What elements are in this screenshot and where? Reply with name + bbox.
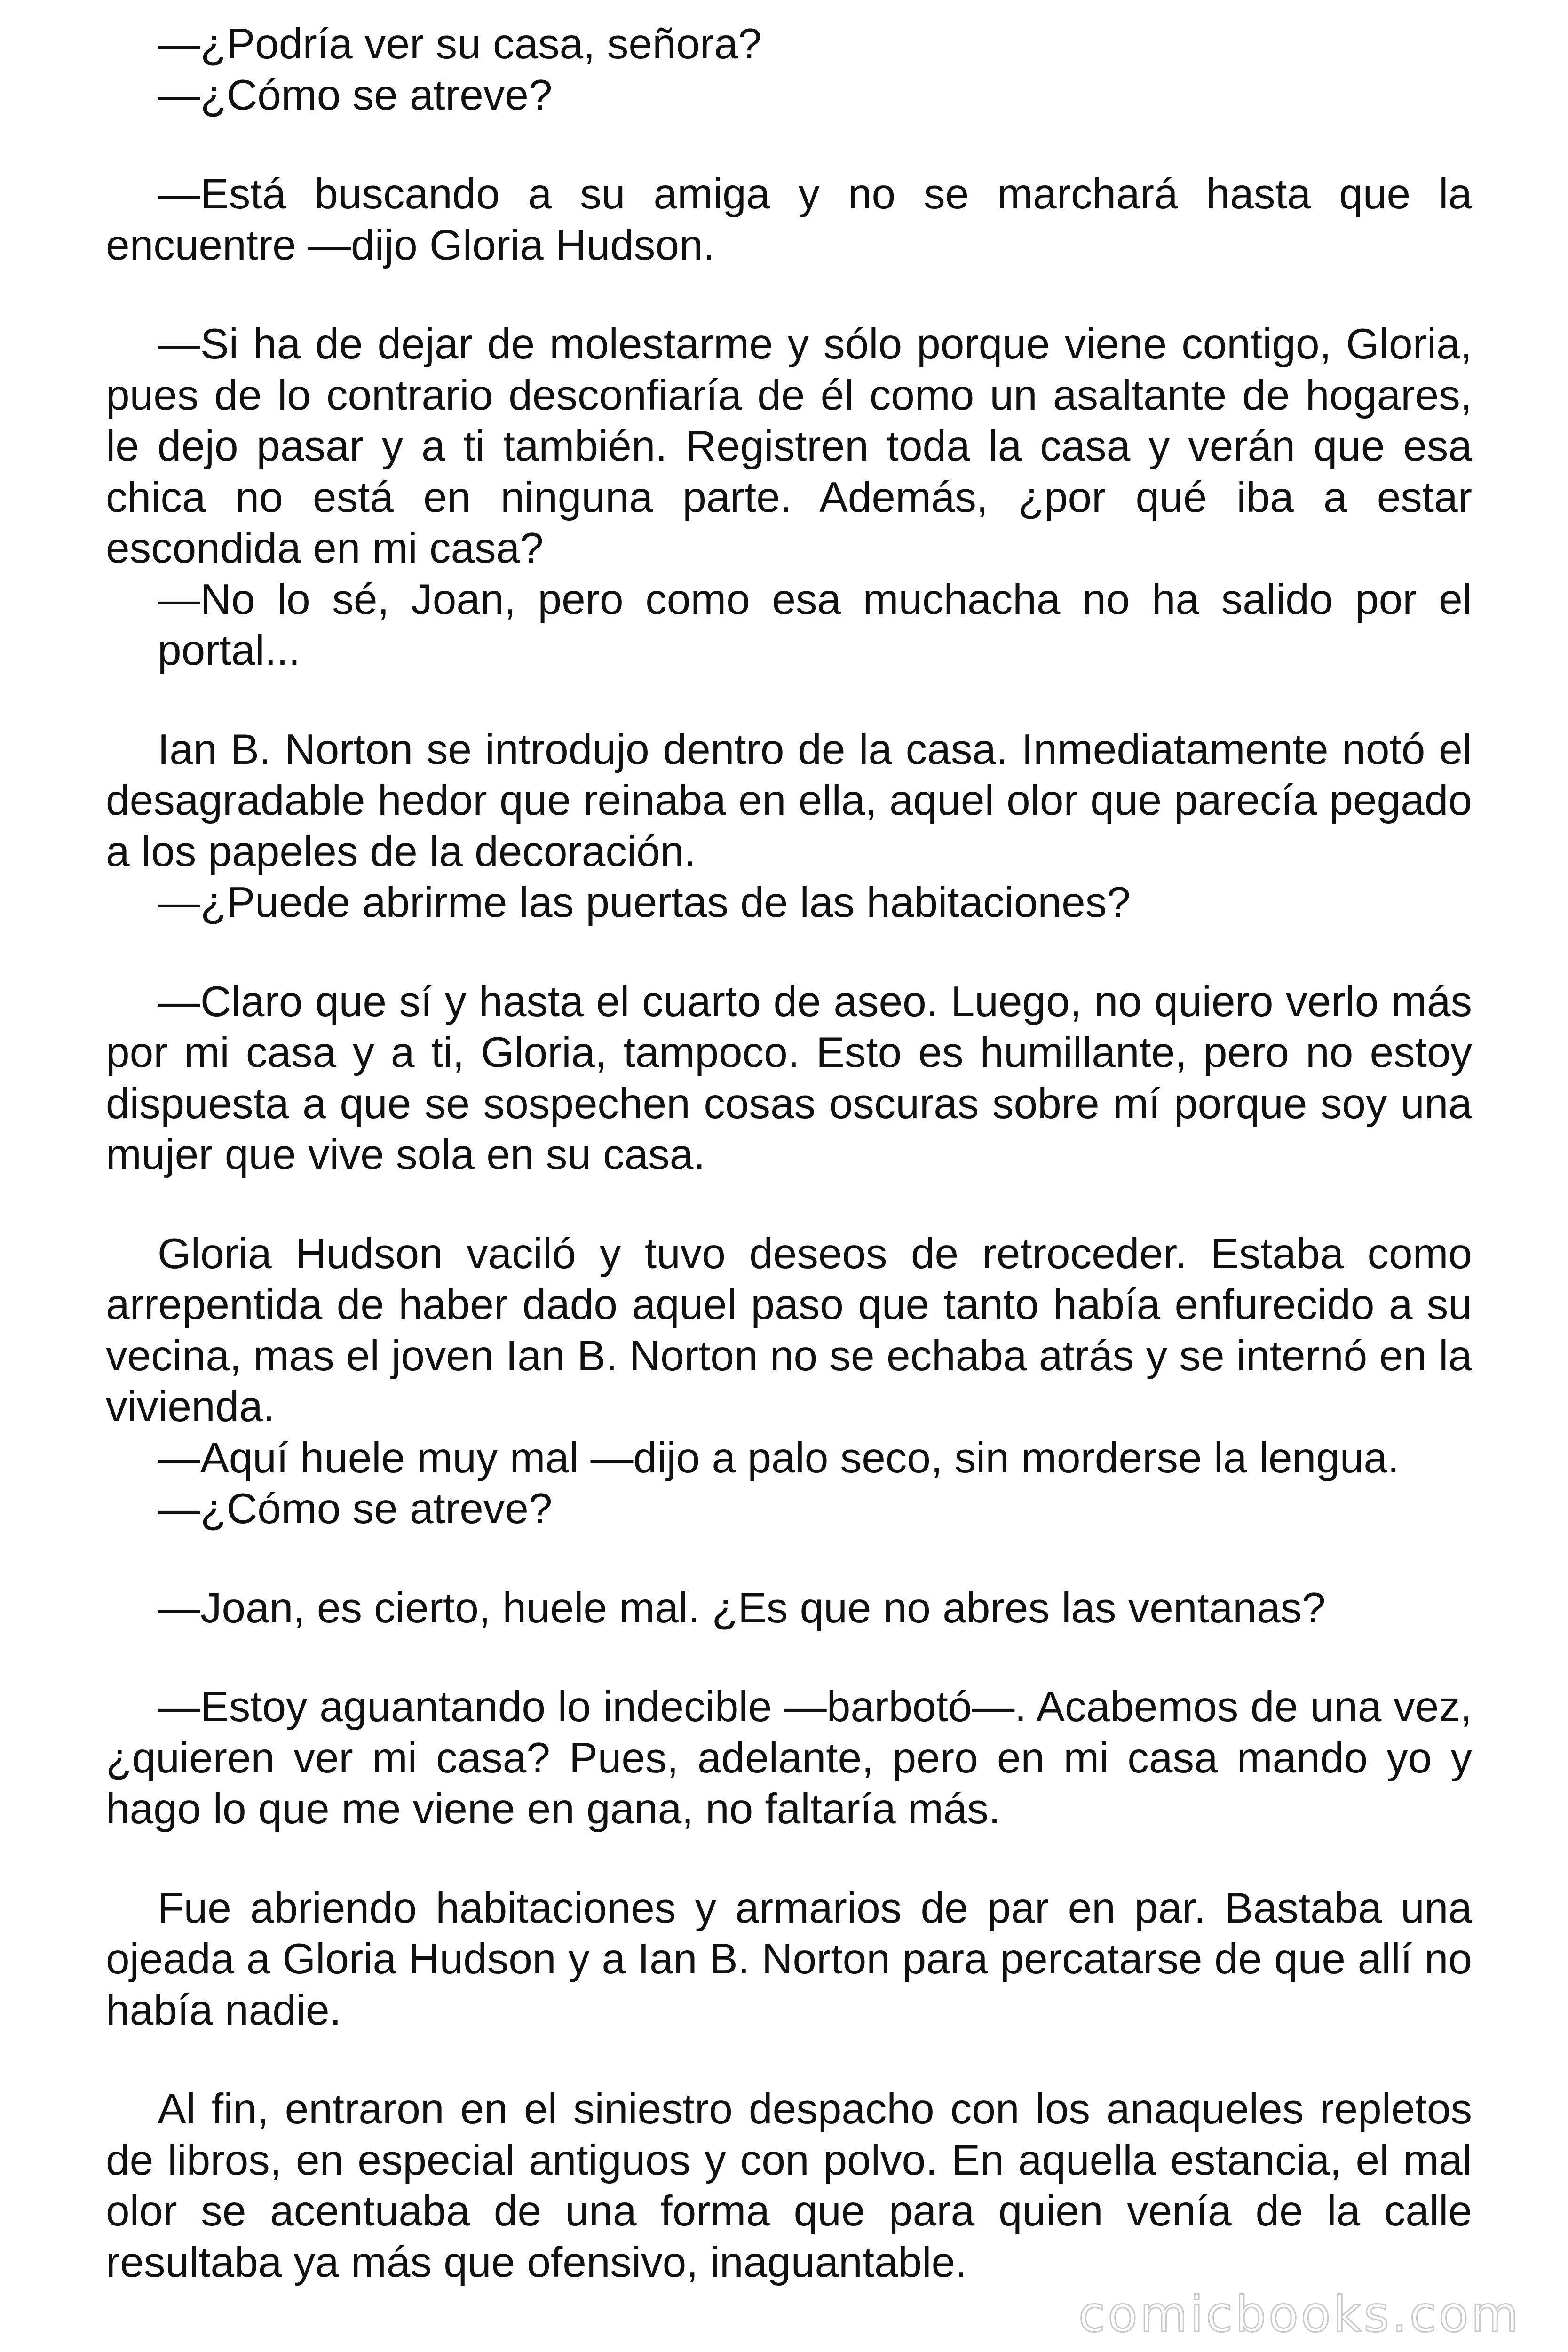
paragraph: Al fin, entraron en el siniestro despacho con los anaqueles repletos de libros, en especial antiguos y con polvo. En aquella estancia, el mal olor se acentuaba de una forma que para quien venía de la calle resultaba ya más que ofensivo, inaguantable. — [106, 2085, 1472, 2286]
paragraph: —No lo sé, Joan, pero como esa muchacha no ha salido por el portal... — [158, 575, 1472, 674]
paragraph: Fue abriendo habitaciones y armarios de par en par. Bastaba una ojeada a Gloria Hudson y a Ian B. Norton para percatarse de que allí no había nadie. — [106, 1884, 1472, 2034]
paragraph: —Joan, es cierto, huele mal. ¿Es que no abres las ventanas? — [158, 1584, 1326, 1632]
paragraph: —Estoy aguantando lo indecible —barbotó—. Acabemos de una vez, ¿quieren ver mi casa? Pues, adelante, pero en mi casa mando yo y hago lo que me viene en gana, no faltaría más. — [106, 1683, 1472, 1833]
paragraph: —¿Puede abrirme las puertas de las habitaciones? — [158, 879, 1131, 926]
paragraph: Gloria Hudson vaciló y tuvo deseos de retroceder. Estaba como arrepentida de haber dado aquel paso que tanto había enfurecido a su vecina, mas el joven Ian B. Norton no se echaba atrás y se internó en la vivienda. — [106, 1230, 1472, 1430]
book-page-text — [106, 19, 1472, 2288]
paragraph: —¿Cómo se atreve? — [158, 71, 553, 119]
paragraph: —Si ha de dejar de molestarme y sólo porque viene contigo, Gloria, pues de lo contrario desconfiaría de él como un asaltante de hogares, le dejo pasar y a ti también. Registren toda la casa y verán que esa chica no está en ninguna parte. Además, ¿por qué iba a estar escondida en mi casa? — [106, 320, 1472, 572]
paragraph: —Está buscando a su amiga y no se marchará hasta que la encuentre —dijo Gloria Hudson. — [106, 170, 1472, 269]
paragraph: —Claro que sí y hasta el cuarto de aseo. Luego, no quiero verlo más por mi casa y a ti, Gloria, tampoco. Esto es humillante, pero no estoy dispuesta a que se sospechen cosas oscuras sobre mí porque soy una mujer que vive sola en su casa. — [106, 977, 1472, 1178]
paragraph: —¿Podría ver su casa, señora? — [158, 20, 762, 68]
watermark: comicbooks.com — [1078, 2286, 1521, 2343]
paragraph: —¿Cómo se atreve? — [158, 1485, 553, 1533]
paragraph: Ian B. Norton se introdujo dentro de la casa. Inmediatamente notó el desagradable hedor que reinaba en ella, aquel olor que parecía pegado a los papeles de la decoración. — [106, 725, 1472, 875]
paragraph: —Aquí huele muy mal —dijo a palo seco, sin morderse la lengua. — [158, 1434, 1400, 1482]
